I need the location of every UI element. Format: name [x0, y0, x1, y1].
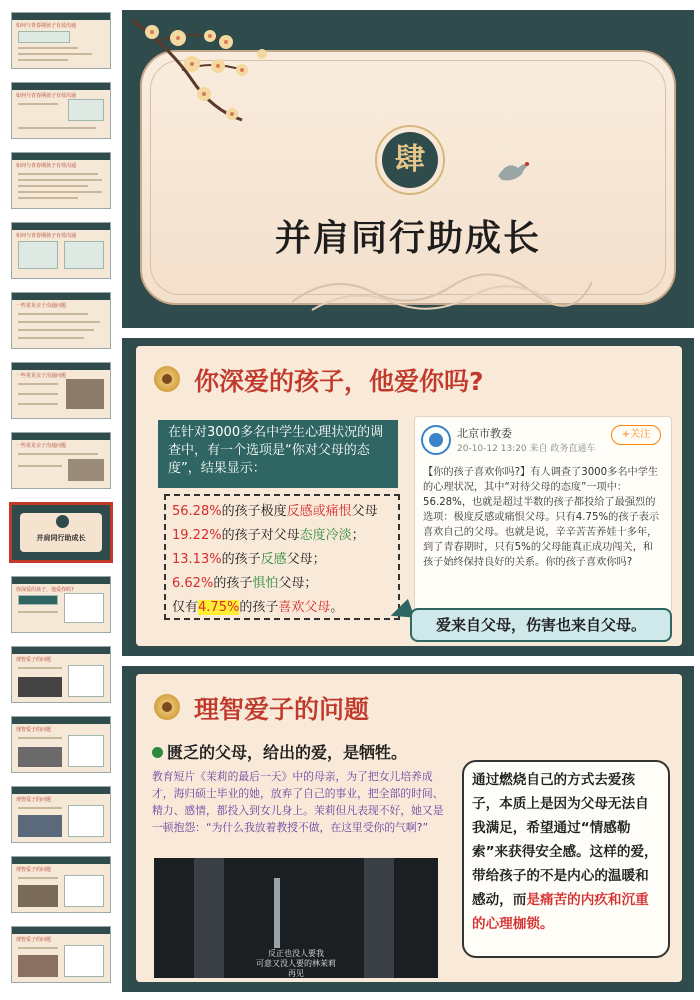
coin-icon: [154, 694, 180, 720]
slide-thumbnail-14[interactable]: 理智爱子的问题: [11, 926, 111, 983]
story-paragraph: 教育短片《茉莉的最后一天》中的母亲，为了把女儿培养成才，海归硕士毕业的她，放弃了自己的事业，把全部的时间、精力、感情，都投入到女儿身上。茉莉但凡表现不好，她又是一顿抱怨：“为什么我放着教授不做，在这里受你的气啊?”: [152, 770, 444, 834]
insight-note: 通过燃烧自己的方式去爱孩子，本质上是因为父母无法自我满足，希望通过“情感勒索”来获得安全感。这样的爱，带给孩子的不是内心的温暖和感动，而是痛苦的内疚和沉重的心理枷锁。: [462, 760, 670, 958]
slide-headline: 你深爱的孩子，他爱你吗?: [194, 367, 484, 396]
survey-card: [136, 346, 682, 646]
result-row: 56.28%的孩子极度反感或痛恨父母: [172, 504, 378, 519]
slide-thumbnail-3[interactable]: 如何与青春期孩子有效沟通: [11, 152, 111, 209]
slide-thumbnail-10[interactable]: 理智爱子的问题: [11, 646, 111, 703]
slide-section-title[interactable]: [122, 10, 694, 328]
slide-thumbnail-5[interactable]: 一些常见亲子沟通问题: [11, 292, 111, 349]
subtitle-line: 再见: [288, 969, 304, 978]
slide-thumbnail-4[interactable]: 如何与青春期孩子有效沟通: [11, 222, 111, 279]
slide-thumbnail-13[interactable]: 理智爱子的问题: [11, 856, 111, 913]
content-card: [136, 674, 682, 982]
section-number-badge: 肆: [382, 132, 438, 188]
sub-heading: 匮乏的父母，给出的爱，是牺牲。: [152, 740, 407, 763]
slide-rational-love[interactable]: [122, 666, 694, 992]
follow-button[interactable]: +关注: [611, 425, 661, 445]
slide-thumbnail-8-active[interactable]: 并肩同行助成长: [9, 502, 113, 563]
post-body: 【你的孩子喜欢你吗?】有人调查了3000多名中学生的心理状况，其中“对待父母的态度”一项中：56.28%，也就是超过半数的孩子都投给了最强烈的选项：极度反感或痛恨父母。只有4.75%的孩子表示喜欢自己的父母。也就是说，辛辛苦苦养娃十多年，到了青春期时，只有5%的父母能真正成功闯关，和孩子始终保持良好的关系。你的孩子喜欢你吗?: [423, 467, 660, 568]
post-meta: 20-10-12 13:20 来自 政务直通车: [457, 444, 596, 454]
account-avatar: [421, 425, 451, 455]
slide-thumbnail-6[interactable]: 一些常见亲子沟通问题: [11, 362, 111, 419]
weibo-post: [414, 416, 672, 612]
slide-headline: 理智爱子的问题: [194, 695, 370, 724]
plum-blossom-decoration: [122, 10, 292, 150]
slide-thumbnail-panel: [0, 0, 118, 1000]
survey-intro-box: 在针对3000多名中学生心理状况的调查中，有一个选项是“你对父母的态度”，结果显示：: [158, 420, 398, 488]
slide-thumbnail-2[interactable]: 如何与青春期孩子有效沟通: [11, 82, 111, 139]
bullet-icon: [152, 747, 163, 758]
crane-icon: [494, 152, 534, 192]
result-row: 19.22%的孩子对父母态度冷淡；: [172, 528, 365, 543]
slide-thumbnail-12[interactable]: 理智爱子的问题: [11, 786, 111, 843]
result-row: 13.13%的孩子反感父母；: [172, 552, 326, 567]
speech-bubble: 爱来自父母，伤害也来自父母。: [410, 608, 672, 642]
slide-thumbnail-11[interactable]: 理智爱子的问题: [11, 716, 111, 773]
account-name: 北京市教委: [457, 427, 512, 440]
decorative-wave: [292, 252, 592, 312]
slide-thumbnail-1[interactable]: 如何与青春期孩子有效沟通: [11, 12, 111, 69]
result-row: 6.62%的孩子惧怕父母；: [172, 576, 318, 591]
survey-results-box: [164, 494, 400, 620]
slide-survey[interactable]: [122, 338, 694, 656]
subtitle-line: 可意又没人要的林茉莉: [256, 959, 336, 968]
film-still: [154, 858, 438, 978]
result-row: 仅有4.75%的孩子喜欢父母。: [172, 600, 344, 615]
coin-icon: [154, 366, 180, 392]
subtitle-line: 反正也没人要我: [268, 949, 324, 958]
section-title: 并肩同行助成长: [274, 218, 541, 259]
slide-thumbnail-7[interactable]: 一些常见亲子沟通问题: [11, 432, 111, 489]
slide-thumbnail-9[interactable]: 你深爱的孩子，他爱你吗?: [11, 576, 111, 633]
